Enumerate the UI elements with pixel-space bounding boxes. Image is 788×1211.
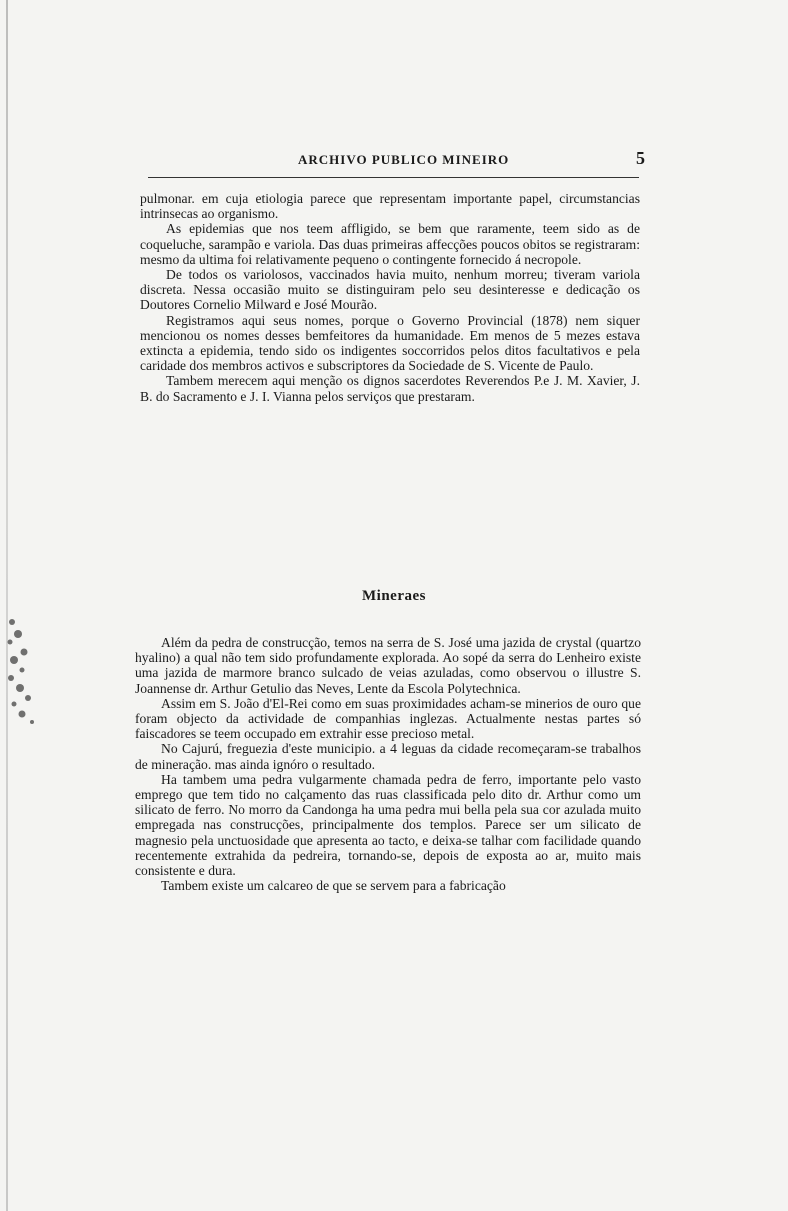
paragraph: Assim em S. João d'El-Rei como em suas proximidades acham-se minerios de ouro que foram objecto da actividade de companhias inglezas. Actualmente nestas partes só faiscadores se teem occupado em extrahir esse precioso metal.: [135, 695, 641, 742]
paragraph: Registramos aqui seus nomes, porque o Governo Provincial (1878) nem siquer mencionou os nomes desses bemfeitores da humanidade. Em menos de 5 mezes estava extincta a epidemia, tendo sido os indigentes soccorridos pelos ditos facultativos e pela caridade dos membros activos e subscriptores da Sociedade de S. Vicente de Paulo.: [140, 312, 640, 374]
paragraph: As epidemias que nos teem affligido, se bem que raramente, teem sido as de coqueluche, sarampão e variola. Das duas primeiras affecções poucos obitos se registraram: mesmo da ultima foi relativamente pequeno o contingente fornecido á necropole.: [140, 221, 640, 267]
section-title: Mineraes: [362, 588, 426, 604]
paragraph: Além da pedra de construcção, temos na serra de S. José uma jazida de crystal (quartzo hyalino) a qual não tem sido profundamente explorada. Ao sopé da serra do Lenheiro existe uma jazida de marmore branco sulcado de veias azuladas, como observou o illustre S. Joannense dr. Arthur Getulio das Neves, Lente da Escola Polytechnica.: [135, 635, 641, 696]
paragraph: Tambem existe um calcareo de que se servem para a fabricação: [161, 878, 506, 894]
library-stamp-mark: [2, 612, 42, 742]
section-health-text: [140, 191, 640, 404]
header-rule: [148, 177, 639, 178]
page-number: 5: [636, 148, 645, 168]
page-header: [133, 150, 643, 174]
paragraph: pulmonar. em cuja etiologia parece que representam importante papel, circumstancias intrinsecas ao organismo.: [140, 191, 640, 222]
paragraph: No Cajurú, freguezia d'este municipio. a 4 leguas da cidade recomeçaram-se trabalhos de mineração. mas ainda ignóro o resultado.: [135, 741, 641, 772]
running-title: ARCHIVO PUBLICO MINEIRO: [298, 152, 510, 167]
scan-edge: [6, 0, 8, 1211]
paragraph: Ha tambem uma pedra vulgarmente chamada pedra de ferro, importante pelo vasto emprego que tem tido no calçamento das ruas classificada pelo dito dr. Arthur como um silicato de ferro. No morro da Candonga ha uma pedra mui bella pela sua cor azulada muito empregada nas construcções, principalmente dos templos. Parece ser um silicato de magnesio pela unctuosidade que apresenta ao tacto, e deixa-se talhar com facilidade quando recentemente extrahida da pedreira, tornando-se, depois de exposta ao ar, muito mais consistente e dura.: [135, 771, 641, 879]
section-mineraes-text: [135, 635, 641, 893]
paragraph: De todos os variolosos, vaccinados havia muito, nenhum morreu; tiveram variola discreta. Nessa occasião muito se distinguiram pelo seu desinteresse e dedicação os Doutores Cornelio Milward e José Mourão.: [140, 267, 640, 313]
paragraph: Tambem merecem aqui menção os dignos sacerdotes Reverendos P.e J. M. Xavier, J. B. do Sacramento e J. I. Vianna pelos serviços que prestaram.: [140, 373, 640, 404]
